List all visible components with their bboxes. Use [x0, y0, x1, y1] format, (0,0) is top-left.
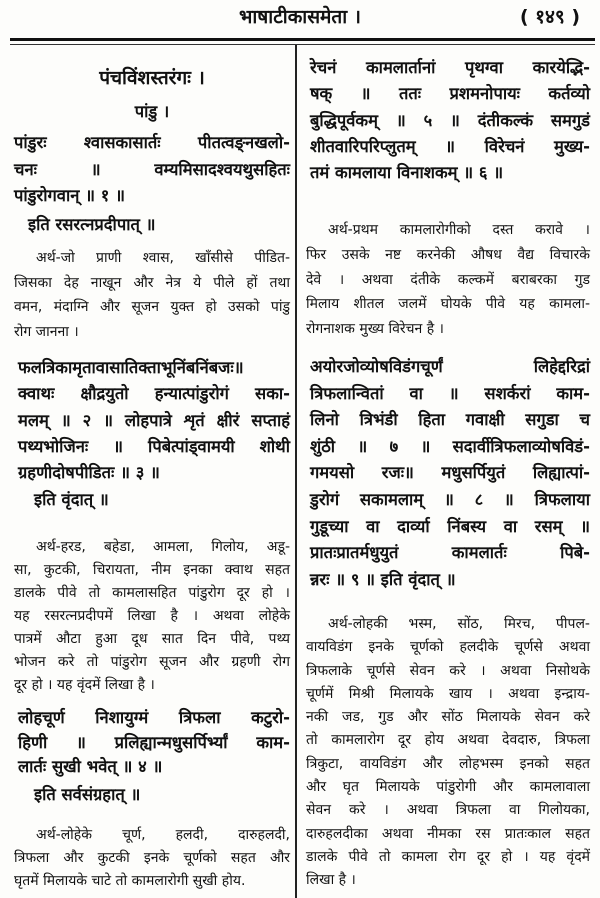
verse-line: ग्रहणीदोषपीडितः ॥ ३ ॥: [18, 463, 160, 483]
chapter-title-block: [14, 64, 290, 92]
source-citation-block: [34, 783, 290, 807]
verse-line: हिणी ॥ प्रलिह्यान्मधुसर्पिर्भ्यां काम-: [18, 732, 290, 752]
header-rule: [10, 38, 595, 41]
commentary-line: और घृत मिलायके पांडुरोगी और कामलावाला: [306, 779, 590, 796]
commentary-block: [14, 824, 290, 893]
verse-line: पथ्यभोजिनः ॥ पिबेत्पांड्वामयी शोथी: [18, 436, 290, 456]
commentary-line: रोग जानना ।: [14, 323, 79, 340]
verse-block: [310, 55, 590, 186]
source-citation: इति सर्वसंग्रहात् ॥: [34, 785, 141, 804]
commentary-line: मिलाय शीतल जलमें घोयके पीवे यह कामला-: [306, 296, 590, 313]
verse-block: [18, 706, 290, 780]
commentary-line: भोजन करे तो पांडुरोग सूजन और ग्रहणी रोग: [14, 654, 290, 670]
verse-line: प्रातःप्रातर्मधुयुतं कामलार्तः पिबे-: [310, 543, 590, 563]
commentary-line: अर्थ-हरड, बहेडा, आमला, गिलोय, अडू-: [36, 539, 290, 555]
commentary-line: अर्थ-जो प्राणी श्वास, खाँसीसे पीडित-: [36, 250, 290, 266]
section-title-block: [14, 98, 290, 126]
commentary-line: डालके पीवे तो कामला रोग दूर हो । यह वृंदमें: [306, 848, 590, 865]
commentary-block: [306, 218, 590, 342]
column-divider: [295, 45, 297, 898]
page-number: ( १४९ ): [519, 6, 581, 28]
verse-line: न्नरः ॥ ९ ॥ इति वृंदात् ॥: [310, 569, 456, 589]
verse-line: चनः ॥ वम्यमिसादश्वयथुसहितः: [14, 159, 290, 179]
commentary-block: [306, 613, 590, 893]
source-citation-block: [28, 212, 290, 238]
commentary-line: त्रिफला और कुटकी इनके चूर्णको सहत और: [14, 850, 290, 866]
commentary-line: चूर्णमें मिश्री मिलायके खाय । अथवा इन्द्राय-: [306, 685, 590, 702]
source-citation: इति वृंदात् ॥: [34, 490, 109, 509]
verse-line: शीतवारिपरिप्लुतम् ॥ विरेचनं मुख्य-: [310, 136, 590, 156]
verse-line: बुद्धिपूर्वकम् ॥ ५ ॥ दंतीकल्कं समगुडं: [310, 110, 590, 130]
commentary-line: डालके पीवे तो कामलासहित पांडुरोग दूर हो ।: [14, 585, 290, 601]
commentary-line: तो कामलारोग दूर होय अथवा देवदारु, त्रिफला: [306, 732, 590, 749]
section-title: पांडु ।: [134, 102, 170, 121]
verse-line: अयोरजोव्योषविडंगचूर्णं लिहेद्दरिद्रां: [310, 357, 590, 376]
header-rule-thin: [10, 44, 595, 45]
commentary-line: वमन, मंदाग्नि और सूजन युक्त हो उसको पांडु: [14, 299, 290, 315]
commentary-line: नकी जड, गुड और सोंठ मिलायके सेवन करे: [306, 709, 590, 726]
verse-line: तमं कामलाया विनाशकम् ॥ ६ ॥: [310, 163, 504, 183]
verse-block: [310, 354, 590, 593]
running-header-title: भाषाटीकासमेता ।: [239, 6, 361, 28]
verse-line: फलत्रिकामृतावासातिक्ताभूनिंबनिंबजः॥: [18, 358, 244, 377]
verse-block: [14, 130, 290, 210]
verse-line: षक् ॥ ततः प्रशमनोपायः कर्तव्यो: [310, 84, 590, 104]
verse-line: रेचनं कामलार्तानां पृथग्वा कारयेद्भि-: [310, 58, 590, 77]
verse-line: पांडुरोगवान् ॥ १ ॥: [14, 186, 125, 205]
verse-line: त्रिफलान्वितां वा ॥ सशर्करां काम-: [310, 383, 590, 403]
commentary-line: सेवन करे । अथवा त्रिफला वा गिलोयका,: [306, 802, 590, 819]
commentary-line: त्रिफलाके चूर्णसे सेवन करे । अथवा निसोथके: [306, 662, 590, 679]
commentary-line: त्रिकुटा, वायविडंग और लोहभस्म इनको सहत: [306, 755, 590, 772]
commentary-line: रोगनाशक मुख्य विरेचन है ।: [306, 321, 444, 338]
verse-block: [18, 355, 290, 486]
commentary-line: यह रसरत्नप्रदीपमें लिखा है । अथवा लोहेके: [14, 608, 290, 624]
source-citation: इति रसरत्नप्रदीपात् ॥: [28, 215, 156, 234]
commentary-line: अर्थ-लोहकी भस्म, सोंठ, मिरच, पीपल-: [328, 616, 590, 632]
verse-line: मलम् ॥ २ ॥ लोहपात्रे शृतं क्षीरं सप्ताहं: [18, 410, 290, 430]
source-citation-block: [34, 487, 290, 513]
verse-line: क्वाथः क्षौद्रयुतो हन्यात्पांडुरोगं सका-: [18, 384, 290, 404]
verse-line: पांडुरः श्वासकासार्तः पीतत्वङ्नखलो-: [14, 133, 290, 152]
commentary-line: फिर उसके नष्ट करनेकी औषध वैद्य विचारके: [306, 246, 590, 263]
commentary-line: सा, कुटकी, चिरायता, नीम इनका क्वाथ सहत: [14, 562, 290, 578]
commentary-line: अर्थ-लोहेके चूर्ण, हलदी, दारुहलदी,: [36, 827, 290, 843]
commentary-line: वायविडंग इनके चूर्णको हलदीके चूर्णसे अथवा: [306, 639, 590, 656]
commentary-line: जिसका देह नाखून और नेत्र ये पीले हों तथा: [14, 274, 290, 291]
commentary-line: देवे । अथवा दंतीके कल्कमें बराबरका गुड: [306, 271, 590, 288]
commentary-line: दारुहलदीका अथवा नीमका रस प्रातःकाल सहत: [306, 825, 590, 842]
commentary-block: [14, 246, 290, 344]
commentary-line: घृतमें मिलायके चाटे तो कामलारोगी सुखी होय.: [14, 873, 246, 889]
verse-line: डुरोगं सकामलाम् ॥ ८ ॥ त्रिफलाया: [310, 489, 590, 509]
commentary-block: [14, 536, 290, 697]
verse-line: शुंठी ॥ ७ ॥ सदार्वीत्रिफलाव्योषविडं-: [310, 436, 590, 456]
commentary-line: दूर हो । यह वृंदमें लिखा है ।: [14, 677, 155, 693]
commentary-line: पात्रमें औटा हुआ दूध सात दिन पीवे, पथ्य: [14, 631, 290, 647]
commentary-line: लिखा है ।: [306, 872, 356, 889]
verse-line: गमयसो रजः॥ मधुसर्पियुतं लिह्यात्पां-: [310, 463, 590, 483]
verse-line: लिनो त्रिभंडी हिता गवाक्षी सगुडा च: [310, 410, 590, 430]
verse-line: लार्तः सुखी भवेत् ॥ ४ ॥: [18, 757, 163, 776]
commentary-line: अर्थ-प्रथम कामलारोगीको दस्त करावे ।: [328, 222, 590, 238]
chapter-title: पंचविंशस्तरंगः ।: [99, 67, 205, 89]
verse-line: लोहचूर्ण निशायुग्मं त्रिफला कटुरो-: [18, 708, 290, 727]
verse-line: गुडूच्या वा दार्व्या निंबस्य वा रसम् ॥: [310, 516, 590, 536]
